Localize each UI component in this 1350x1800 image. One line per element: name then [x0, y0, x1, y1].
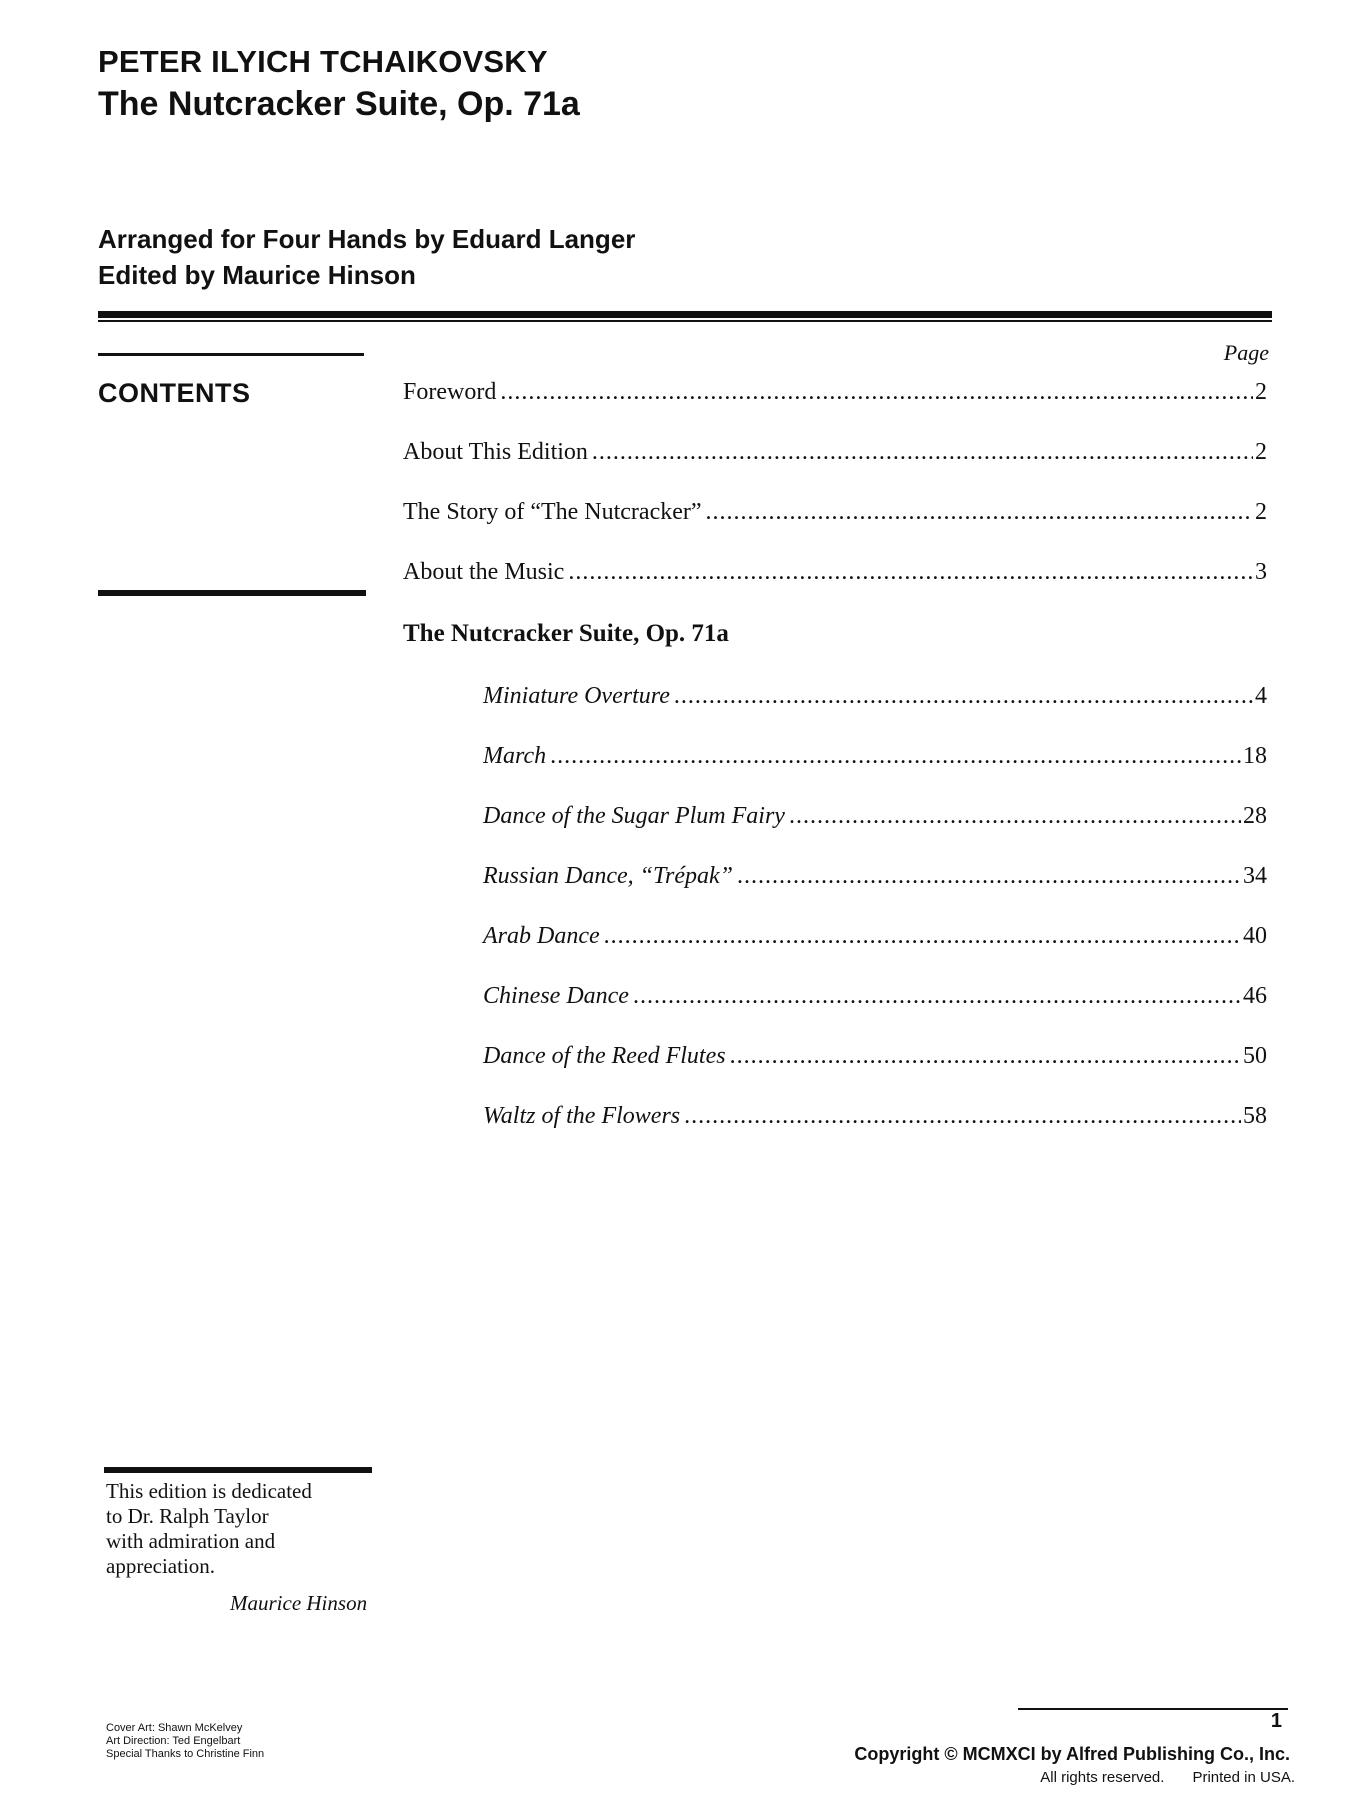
- dot-leader: [633, 981, 1241, 1011]
- dedication-line: appreciation.: [106, 1554, 216, 1578]
- printed-in: Printed in USA.: [1192, 1769, 1295, 1786]
- header-divider-thick: [98, 311, 1272, 318]
- toc-entry-page: 40: [1243, 923, 1267, 949]
- toc-entry-title: Russian Dance, “Trépak”: [483, 863, 734, 889]
- dedication-signature: Maurice Hinson: [230, 1591, 368, 1615]
- copyright-notice: Copyright © MCMXCI by Alfred Publishing Co., Inc.: [854, 1744, 1290, 1764]
- dot-leader: [500, 377, 1253, 407]
- toc-entry-about-edition[interactable]: [403, 437, 1267, 467]
- page-number: 1: [1270, 1710, 1282, 1732]
- work-title: The Nutcracker Suite, Op. 71a: [98, 85, 580, 123]
- toc-entry-title: Foreword: [403, 379, 497, 405]
- dedication-rule: [104, 1467, 372, 1473]
- rights-reserved: All rights reserved.: [1040, 1769, 1165, 1786]
- toc-entry-about-music[interactable]: [403, 557, 1267, 587]
- credits-block: [106, 1722, 264, 1761]
- dot-leader: [592, 437, 1253, 467]
- dot-leader: [568, 557, 1253, 587]
- suite-heading: The Nutcracker Suite, Op. 71a: [403, 620, 729, 647]
- toc-entry-page: 2: [1255, 379, 1267, 405]
- toc-entry-page: 18: [1243, 743, 1267, 769]
- toc-movement[interactable]: [483, 801, 1267, 831]
- toc-entry-title: About the Music: [403, 559, 565, 585]
- rights-line: [1040, 1769, 1295, 1786]
- toc-entry-title: Arab Dance: [483, 923, 600, 949]
- toc-movement[interactable]: [483, 1041, 1267, 1071]
- credit-line: Cover Art: Shawn McKelvey: [106, 1722, 243, 1734]
- contents-rule-top: [98, 353, 364, 356]
- dot-leader: [550, 741, 1241, 771]
- toc-entry-title: Miniature Overture: [483, 683, 670, 709]
- toc-entry-title: Waltz of the Flowers: [483, 1103, 681, 1129]
- toc-entry-page: 28: [1243, 803, 1267, 829]
- credit-line: Special Thanks to Christine Finn: [106, 1748, 265, 1760]
- toc-entry-foreword[interactable]: [403, 377, 1267, 407]
- toc-entry-title: About This Edition: [403, 439, 588, 465]
- toc-movement[interactable]: [483, 681, 1267, 711]
- editor-credit: Edited by Maurice Hinson: [98, 260, 416, 290]
- toc-entry-title: The Story of “The Nutcracker”: [403, 499, 702, 525]
- dot-leader: [737, 861, 1241, 891]
- toc-entry-page: 50: [1243, 1043, 1267, 1069]
- dot-leader: [789, 801, 1241, 831]
- arranger-credit: Arranged for Four Hands by Eduard Langer: [98, 224, 636, 254]
- toc-entry-page: 3: [1255, 559, 1267, 585]
- toc-movement[interactable]: [483, 1101, 1267, 1131]
- toc-entry-page: 34: [1243, 863, 1267, 889]
- dot-leader: [674, 681, 1253, 711]
- toc-entry-title: Dance of the Reed Flutes: [483, 1043, 726, 1069]
- page-number-rule: [1018, 1708, 1288, 1710]
- composer-name: PETER ILYICH TCHAIKOVSKY: [98, 44, 548, 79]
- dot-leader: [706, 497, 1253, 527]
- dedication-line: to Dr. Ralph Taylor: [106, 1504, 269, 1528]
- dot-leader: [604, 921, 1241, 951]
- toc-entry-page: 58: [1243, 1103, 1267, 1129]
- toc-movement[interactable]: [483, 921, 1267, 951]
- toc-entry-page: 4: [1255, 683, 1267, 709]
- toc-movement[interactable]: [483, 741, 1267, 771]
- toc-movement[interactable]: [483, 861, 1267, 891]
- dot-leader: [730, 1041, 1241, 1071]
- toc-entry-page: 2: [1255, 499, 1267, 525]
- contents-rule-bottom: [98, 590, 366, 596]
- toc-entry-page: 46: [1243, 983, 1267, 1009]
- credit-line: Art Direction: Ted Engelbart: [106, 1735, 241, 1747]
- contents-heading: CONTENTS: [98, 378, 251, 408]
- dedication-line: This edition is dedicated: [106, 1479, 312, 1503]
- toc-entry-page: 2: [1255, 439, 1267, 465]
- header-divider-thin: [98, 320, 1272, 322]
- toc-movement[interactable]: [483, 981, 1267, 1011]
- page-column-label: Page: [1223, 340, 1269, 365]
- toc-entry-story[interactable]: [403, 497, 1267, 527]
- dedication-text: [106, 1479, 376, 1579]
- dot-leader: [684, 1101, 1241, 1131]
- toc-entry-title: March: [483, 743, 547, 769]
- toc-entry-title: Dance of the Sugar Plum Fairy: [483, 803, 785, 829]
- toc-entry-title: Chinese Dance: [483, 983, 629, 1009]
- dedication-line: with admiration and: [106, 1529, 276, 1553]
